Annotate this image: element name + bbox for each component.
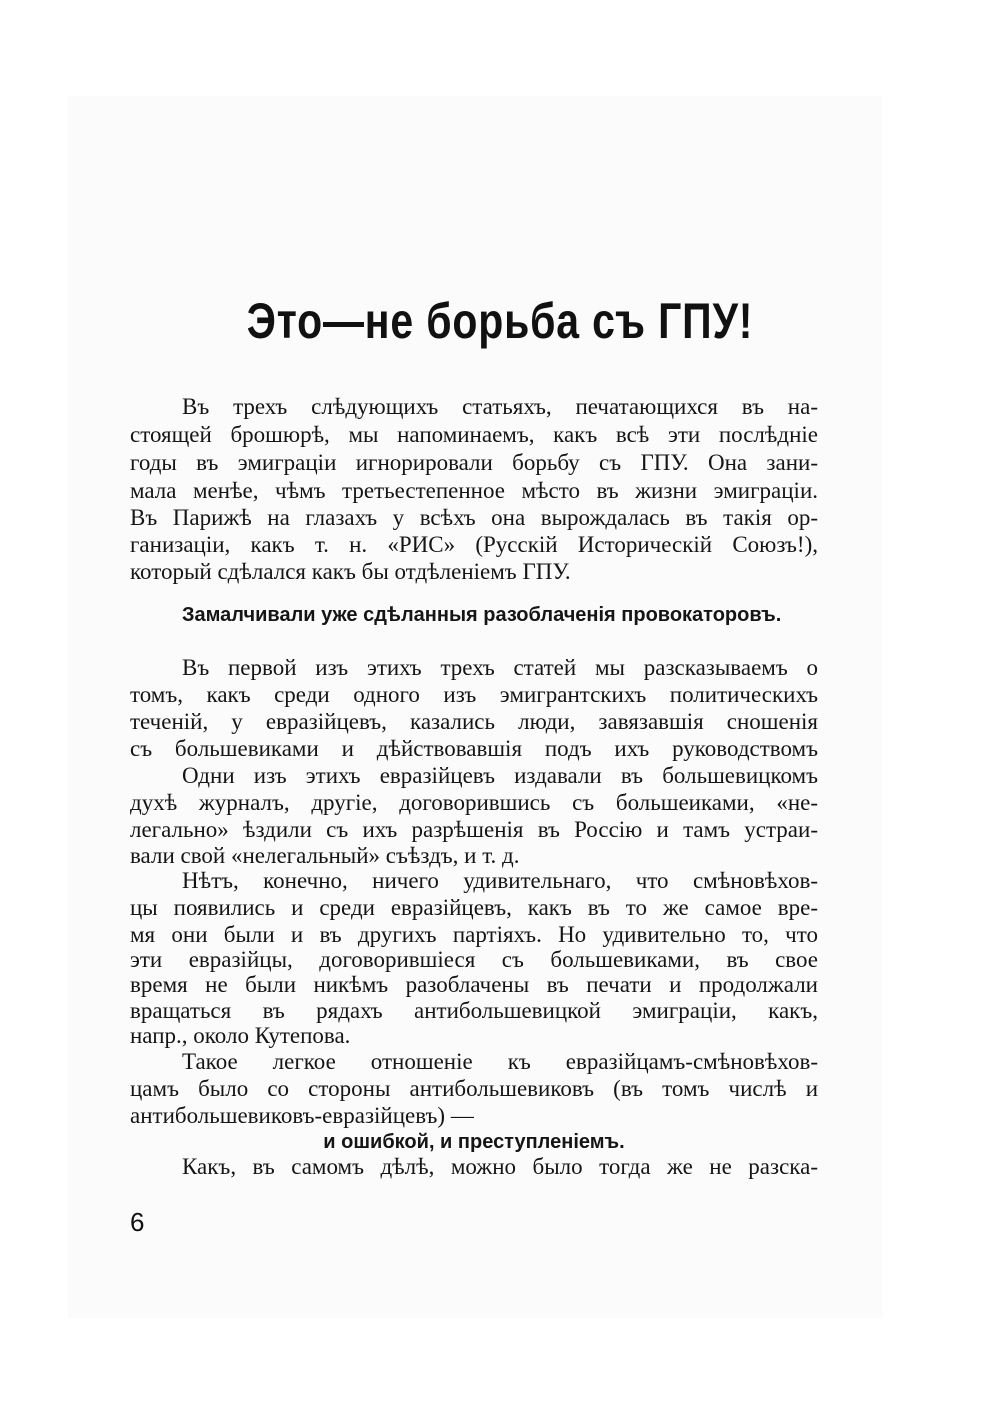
text-line: который сдѣлался какъ бы отдѣленіемъ ГПУ. xyxy=(130,559,571,584)
text-line: вращаться въ рядахъ антибольшевицкой эмиграціи, какъ, xyxy=(130,998,818,1023)
page-number: 6 xyxy=(130,1207,145,1237)
text-line: мала менѣе, чѣмъ третьестепенное мѣсто въ жизни эмиграціи. xyxy=(130,478,818,503)
text-line: ганизаціи, какъ т. н. «РИС» (Русскій Историческій Союзъ!), xyxy=(130,532,818,557)
text-line: Въ первой изъ этихъ трехъ статей мы разсказываемъ о xyxy=(182,655,818,680)
text-line: вали свой «нелегальный» съѣздъ, и т. д. xyxy=(130,843,520,868)
text-line: теченій, у евразійцевъ, казались люди, завязавшія сношенія xyxy=(130,709,818,734)
text-line: мя они были и въ другихъ партіяхъ. Но удивительно то, что xyxy=(130,922,818,947)
text-line: Такое легкое отношеніе къ евразійцамъ-смѣновѣхов- xyxy=(182,1049,818,1074)
text-line: цы появились и среди евразійцевъ, какъ въ то же самое вре- xyxy=(130,895,818,920)
text-line: съ большевиками и дѣйствовавшія подъ ихъ руководствомъ xyxy=(130,736,818,761)
text-line: духѣ журналъ, другіе, договорившись съ большеиками, «не- xyxy=(130,790,818,815)
text-line: легально» ѣздили съ ихъ разрѣшенія въ Россію и тамъ устраи- xyxy=(130,817,818,842)
text-line: время не были никѣмъ разоблачены въ печати и продолжали xyxy=(130,972,818,997)
text-line: напр., около Кутепова. xyxy=(130,1023,351,1048)
section-heading: Замалчивали уже сдѣланныя разоблаченія провокаторовъ. xyxy=(182,604,782,626)
text-line: стоящей брошюрѣ, мы напоминаемъ, какъ всѣ эти послѣдніе xyxy=(130,422,818,447)
text-line: Одни изъ этихъ евразійцевъ издавали въ большевицкомъ xyxy=(182,763,818,788)
text-line: Какъ, въ самомъ дѣлѣ, можно было тогда же не разска- xyxy=(182,1154,818,1179)
text-line: Нѣтъ, конечно, ничего удивительнаго, что смѣновѣхов- xyxy=(182,868,818,893)
text-line: цамъ было со стороны антибольшевиковъ (въ томъ числѣ и xyxy=(130,1076,818,1101)
text-line: томъ, какъ среди одного изъ эмигрантскихъ политическихъ xyxy=(130,682,818,707)
text-line: эти евразійцы, договорившіеся съ большевиками, въ свое xyxy=(130,947,818,972)
text-line: Въ Парижѣ на глазахъ у всѣхъ она вырождалась въ такія ор- xyxy=(130,505,818,530)
text-line: годы въ эмиграціи игнорировали борьбу съ ГПУ. Она зани- xyxy=(130,450,818,475)
text-line: антибольшевиковъ-евразійцевъ) — xyxy=(130,1103,474,1128)
text-line: Въ трехъ слѣдующихъ статьяхъ, печатающихся въ на- xyxy=(182,394,818,419)
emphasis-line: и ошибкой, и преступленіемъ. xyxy=(323,1131,625,1153)
page-title: Это—не борьба съ ГПУ! xyxy=(246,293,754,349)
